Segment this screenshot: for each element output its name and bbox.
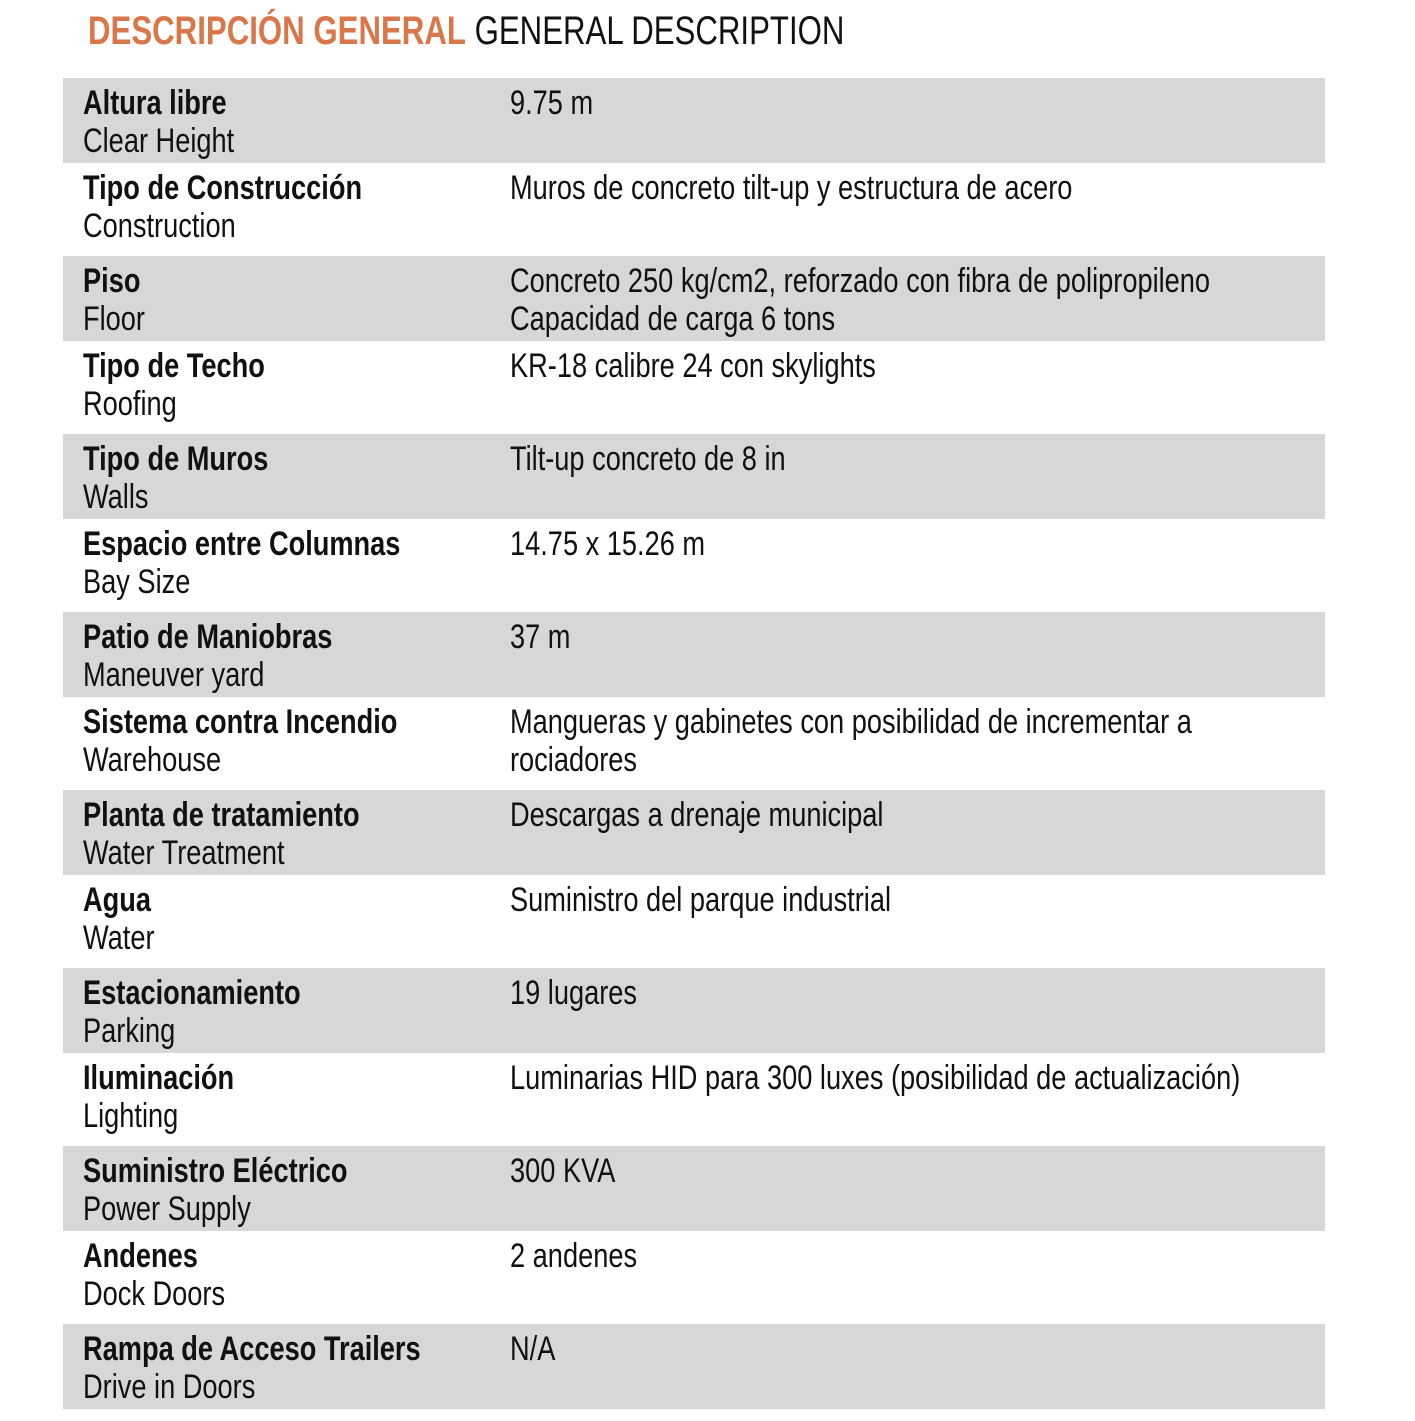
label-english: Water Treatment bbox=[83, 834, 285, 872]
table-row bbox=[63, 434, 1325, 519]
table-row bbox=[63, 1324, 1325, 1409]
label-spanish: Agua bbox=[83, 881, 151, 919]
table-row bbox=[63, 1231, 1325, 1324]
row-value: KR-18 calibre 24 con skylights bbox=[510, 347, 876, 385]
row-label bbox=[83, 262, 499, 338]
label-english: Roofing bbox=[83, 385, 177, 423]
row-label bbox=[83, 1059, 499, 1135]
row-value: Descargas a drenaje municipal bbox=[510, 796, 884, 834]
label-english: Bay Size bbox=[83, 563, 191, 601]
label-spanish: Estacionamiento bbox=[83, 974, 301, 1012]
label-english: Maneuver yard bbox=[83, 656, 265, 694]
label-spanish: Tipo de Construcción bbox=[83, 169, 363, 207]
row-label bbox=[83, 618, 499, 694]
row-value: Concreto 250 kg/cm2, reforzado con fibra de polipropileno Capacidad de carga 6 tons bbox=[510, 262, 1211, 338]
row-label bbox=[83, 1330, 499, 1406]
row-value: Luminarias HID para 300 luxes (posibilidad de actualización) bbox=[510, 1059, 1241, 1097]
row-value: 9.75 m bbox=[510, 84, 594, 122]
section-title bbox=[88, 8, 844, 54]
label-english: Drive in Doors bbox=[83, 1368, 256, 1406]
table-row bbox=[63, 341, 1325, 434]
label-english: Construction bbox=[83, 207, 236, 245]
label-spanish: Planta de tratamiento bbox=[83, 796, 360, 834]
table-row bbox=[63, 1053, 1325, 1146]
label-english: Floor bbox=[83, 300, 145, 338]
row-value: 14.75 x 15.26 m bbox=[510, 525, 706, 563]
label-english: Warehouse bbox=[83, 741, 222, 779]
table-row bbox=[63, 790, 1325, 875]
row-label bbox=[83, 347, 499, 423]
row-label bbox=[83, 1152, 499, 1228]
row-value: 19 lugares bbox=[510, 974, 638, 1012]
label-spanish: Tipo de Techo bbox=[83, 347, 265, 385]
label-spanish: Espacio entre Columnas bbox=[83, 525, 401, 563]
specifications-table bbox=[63, 78, 1325, 1409]
row-label bbox=[83, 525, 499, 601]
row-label bbox=[83, 1237, 499, 1313]
table-row bbox=[63, 968, 1325, 1053]
label-english: Dock Doors bbox=[83, 1275, 226, 1313]
row-label bbox=[83, 796, 499, 872]
table-row bbox=[63, 612, 1325, 697]
label-spanish: Sistema contra Incendio bbox=[83, 703, 398, 741]
label-spanish: Altura libre bbox=[83, 84, 227, 122]
table-row bbox=[63, 519, 1325, 612]
label-spanish: Andenes bbox=[83, 1237, 198, 1275]
table-row bbox=[63, 78, 1325, 163]
table-row bbox=[63, 697, 1325, 790]
row-label bbox=[83, 169, 499, 245]
row-label bbox=[83, 84, 499, 160]
label-english: Power Supply bbox=[83, 1190, 251, 1228]
row-label bbox=[83, 974, 499, 1050]
row-value: N/A bbox=[510, 1330, 556, 1368]
title-english: GENERAL DESCRIPTION bbox=[474, 9, 845, 53]
row-value: 300 KVA bbox=[510, 1152, 616, 1190]
row-label bbox=[83, 881, 499, 957]
row-value: Tilt-up concreto de 8 in bbox=[510, 440, 786, 478]
label-english: Parking bbox=[83, 1012, 176, 1050]
label-english: Walls bbox=[83, 478, 149, 516]
row-value: Muros de concreto tilt-up y estructura de acero bbox=[510, 169, 1073, 207]
label-english: Water bbox=[83, 919, 155, 957]
table-row bbox=[63, 1146, 1325, 1231]
title-spanish: DESCRIPCIÓN GENERAL bbox=[88, 9, 466, 53]
label-english: Lighting bbox=[83, 1097, 179, 1135]
label-spanish: Suministro Eléctrico bbox=[83, 1152, 348, 1190]
label-spanish: Piso bbox=[83, 262, 141, 300]
label-spanish: Patio de Maniobras bbox=[83, 618, 333, 656]
label-english: Clear Height bbox=[83, 122, 235, 160]
row-value: 2 andenes bbox=[510, 1237, 638, 1275]
row-label bbox=[83, 440, 499, 516]
table-row bbox=[63, 875, 1325, 968]
label-spanish: Tipo de Muros bbox=[83, 440, 269, 478]
row-label bbox=[83, 703, 499, 779]
table-row bbox=[63, 256, 1325, 341]
label-spanish: Iluminación bbox=[83, 1059, 235, 1097]
row-value: Suministro del parque industrial bbox=[510, 881, 891, 919]
row-value: 37 m bbox=[510, 618, 571, 656]
row-value: Mangueras y gabinetes con posibilidad de incrementar a rociadores bbox=[510, 703, 1192, 779]
table-row bbox=[63, 163, 1325, 256]
label-spanish: Rampa de Acceso Trailers bbox=[83, 1330, 421, 1368]
